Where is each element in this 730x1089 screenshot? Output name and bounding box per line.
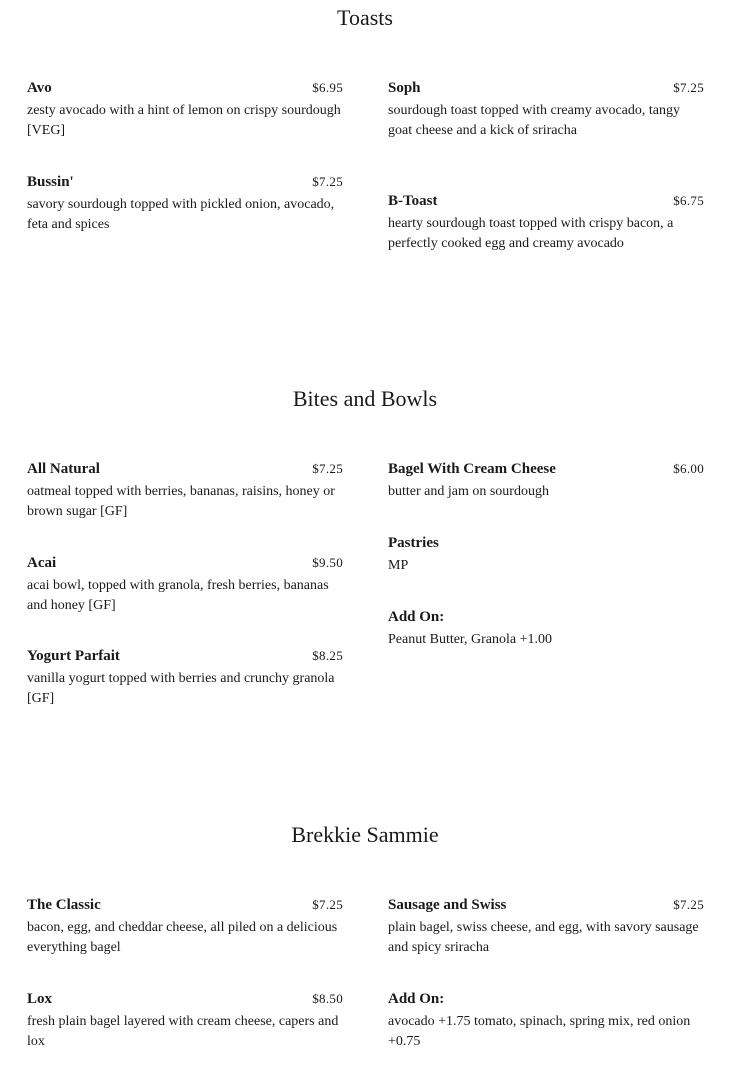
item-price: $7.25: [312, 461, 343, 476]
item-price: $7.25: [312, 897, 343, 912]
menu-item-the-classic: [27, 897, 343, 958]
menu-item-b-toast: [388, 193, 704, 254]
menu-item-yogurt-parfait: [27, 648, 343, 709]
item-description: oatmeal topped with berries, bananas, raisins, honey or brown sugar [GF]: [27, 484, 335, 519]
item-name: Bagel With Cream Cheese: [388, 461, 556, 477]
menu-item-pastries: [388, 535, 704, 576]
item-name: Add On:: [388, 609, 445, 625]
item-price: $7.25: [673, 80, 704, 95]
menu-item-lox: [27, 991, 343, 1052]
item-name: Pastries: [388, 535, 439, 551]
menu-item-avo: [27, 80, 343, 141]
item-description: plain bagel, swiss cheese, and egg, with savory sausage and spicy sriracha: [388, 920, 699, 955]
item-description: hearty sourdough toast topped with crispy bacon, a perfectly cooked egg and creamy avocado: [388, 216, 674, 251]
item-price: $7.25: [673, 897, 704, 912]
item-name: Yogurt Parfait: [27, 648, 120, 664]
item-price: $8.25: [312, 648, 343, 663]
item-description: avocado +1.75 tomato, spinach, spring mix, red onion +0.75: [388, 1014, 691, 1049]
menu-item-bussin: [27, 174, 343, 235]
item-description: vanilla yogurt topped with berries and crunchy granola [GF]: [27, 671, 335, 706]
item-description: fresh plain bagel layered with cream cheese, capers and lox: [27, 1014, 339, 1049]
menu-item-soph: [388, 80, 704, 141]
menu-item-all-natural: [27, 461, 343, 522]
item-description: zesty avocado with a hint of lemon on crispy sourdough [VEG]: [27, 103, 341, 138]
item-name: Avo: [27, 80, 52, 96]
item-price: $6.95: [312, 80, 343, 95]
item-description: Peanut Butter, Granola +1.00: [388, 632, 553, 647]
item-description: savory sourdough topped with pickled onion, avocado, feta and spices: [27, 197, 335, 232]
menu-item-bagel-cream-cheese: [388, 461, 704, 502]
item-description: butter and jam on sourdough: [388, 484, 549, 499]
menu-item-acai: [27, 555, 343, 616]
item-price: $8.50: [312, 991, 343, 1006]
item-name: Bussin': [27, 174, 74, 190]
item-name: All Natural: [27, 461, 100, 477]
section-title-toasts: Toasts: [337, 5, 393, 30]
item-name: Lox: [27, 991, 53, 1007]
item-price: $7.25: [312, 174, 343, 189]
item-description: MP: [388, 558, 409, 573]
section-title-brekkie-sammie: Brekkie Sammie: [291, 822, 439, 847]
item-name: Add On:: [388, 991, 445, 1007]
section-title-bites-and-bowls: Bites and Bowls: [292, 386, 438, 411]
item-description: bacon, egg, and cheddar cheese, all piled on a delicious everything bagel: [27, 920, 338, 955]
menu-item-add-on-sammie: [388, 991, 704, 1052]
item-description: sourdough toast topped with creamy avocado, tangy goat cheese and a kick of sriracha: [388, 103, 680, 138]
menu-item-sausage-and-swiss: [388, 897, 704, 958]
item-description: acai bowl, topped with granola, fresh berries, bananas and honey [GF]: [27, 578, 329, 613]
item-name: The Classic: [27, 897, 101, 913]
item-name: B-Toast: [388, 193, 438, 209]
item-price: $6.75: [673, 193, 704, 208]
item-name: Soph: [388, 80, 421, 96]
menu-item-add-on-bowls: [388, 609, 704, 650]
item-name: Sausage and Swiss: [388, 897, 507, 913]
item-price: $9.50: [312, 555, 343, 570]
item-price: $6.00: [673, 461, 704, 476]
item-name: Acai: [27, 555, 57, 571]
